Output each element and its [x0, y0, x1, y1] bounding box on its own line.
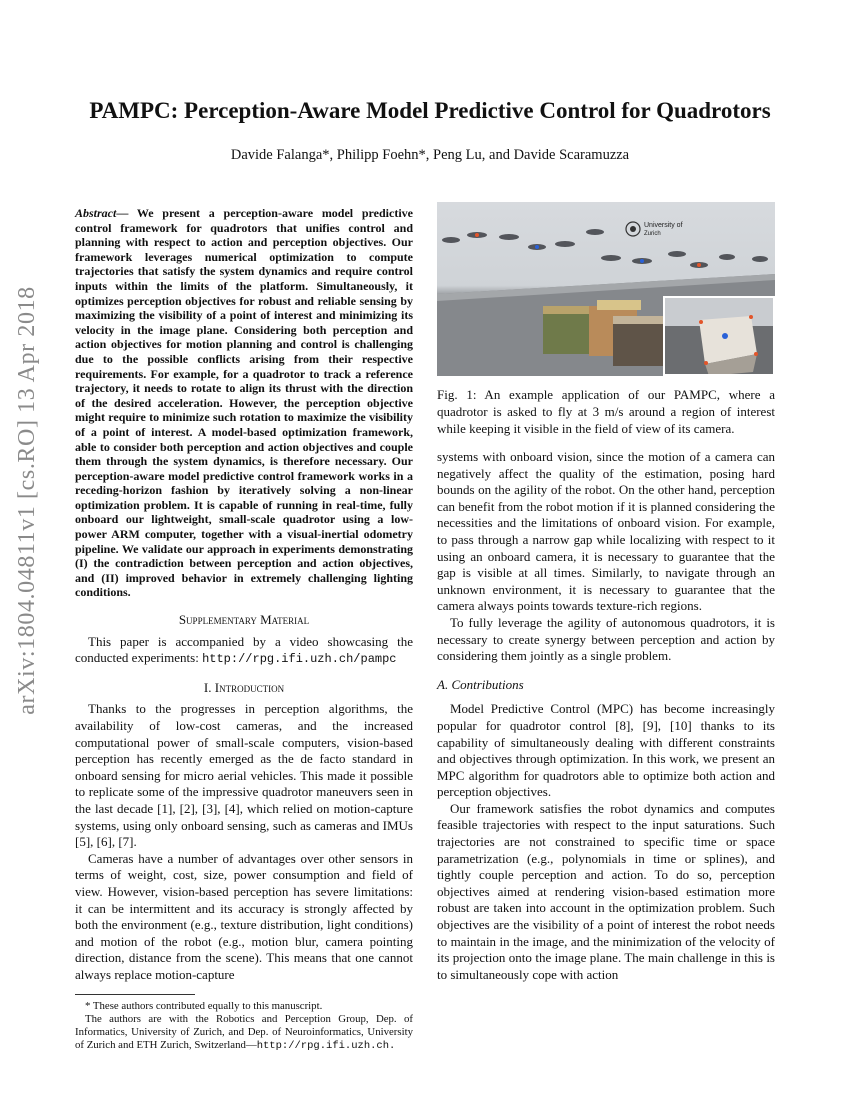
contributions-paragraph-1: Model Predictive Control (MPC) has become increasingly popular for quadrotor control [8], [9], [10] thanks to its capability of simultaneously dealing with different constraints and objectives through optimization. In this work, we present an MPC algorithm for quadrotors able to optimize both action and perception objectives. [437, 701, 775, 800]
intro-paragraph-1: Thanks to the progresses in perception algorithms, the availability of low-cost cameras, and the increased computational power of small-scale computers, vision-based perception has recently emerged as the de facto standard in onboard sensing for micro aerial vehicles. This made it possible to replicate some of the impressive quadrotor maneuvers seen in the last decade [1], [2], [3], [4], which relied on motion-capture systems, using only onboard sensing, such as cameras and IMUs [5], [6], [7]. [75, 701, 413, 850]
abstract-lead: Abstract [75, 206, 117, 220]
intro-paragraph-2: Cameras have a number of advantages over other sensors in terms of weight, cost, size, power consumption and field of view. However, vision-based perception has severe limitations: it can be intermittent and its accuracy is strongly affected by both the environment (e.g., texture distribution, light conditions) and motion of the robot (e.g., motion blur, camera pointing direction, distance from the scene). This means that one cannot always replace motion-capture [75, 850, 413, 982]
footnote-url-link[interactable]: http://rpg.ifi.uzh.ch. [256, 1039, 396, 1052]
footnote-affiliation [75, 1013, 413, 1053]
right-paragraph-1: systems with onboard vision, since the motion of a camera can negatively affect the quality of the estimation, posing hard bounds on the agility of the robot. On the other hand, perception can benefit from the robot motion if it is planned considering the necessities and the limitations of onboard vision. For example, to pass through a narrow gap while localizing with respect to it using an onboard camera, it is necessary to guarantee that the gap is visible at all times. Similarly, to navigate through an unknown environment, it is necessary to guarantee that the camera always points towards texture-rich regions. [437, 449, 775, 614]
left-column [75, 206, 413, 1053]
abstract [75, 206, 413, 600]
introduction-heading: I. Introduction [203, 679, 285, 695]
footnote-divider [75, 994, 195, 995]
paper-title: PAMPC: Perception-Aware Model Predictive Control for Quadrotors [89, 98, 771, 123]
author-list: Davide Falanga*, Philipp Foehn*, Peng Lu, and Davide Scaramuzza [230, 147, 630, 163]
logo-text-line2: Zurich [644, 231, 661, 237]
supplementary-heading: Supplementary Material [178, 612, 310, 628]
figure-1-caption: Fig. 1: An example application of our PAMPC, where a quadrotor is asked to fly at 3 m/s around a region of interest while keeping it visible in the field of view of its camera. [437, 387, 775, 436]
contributions-heading: A. Contributions [437, 676, 524, 692]
supplementary-url-link[interactable]: http://rpg.ifi.uzh.ch/pampc [202, 652, 397, 667]
abstract-text: — We present a perception-aware model predictive control framework for quadrotors that unifies control and planning with respect to action and perception objectives. Our framework leverages numerical optimization to compute trajectories that satisfy the system dynamics and require control inputs within the limits of the platform. Simultaneously, it optimizes perception objectives for robust and reliable sensing by maximizing the visibility of a point of interest and minimizing its velocity in the image plane. Considering both perception and action objectives for motion planning and control is challenging due to the possible conflicts arising from their respective requirements. For example, for a quadrotor to track a reference trajectory, it needs to rotate to align its thrust with the direction of the desired acceleration. However, the perception objective might require to minimize such rotation to maximize the visibility of a point of interest. A model-based optimization framework, able to consider both perception and action objectives and couple them through the system dynamics, is therefore necessary. Our perception-aware model predictive control framework works in a receding-horizon fashion by iteratively solving a non-linear optimization problem. It is capable of running in real-time, fully onboard our lightweight, small-scale quadrotor using a low-power ARM computer, together with a visual-inertial odometry pipeline. We validate our approach in experiments demonstrating (I) the contradiction between perception and action objectives, and (II) improved behavior in extremely challenging lighting conditions. [75, 206, 413, 600]
arxiv-sidebar-stamp [2, 285, 52, 715]
footnote-equal-contribution: * These authors contributed equally to this manuscript. [85, 999, 323, 1012]
onboard-view-illustration [665, 298, 775, 376]
right-paragraph-2: To fully leverage the agility of autonomous quadrotors, it is necessary to create synergy between perception and action by considering them jointly as a single problem. [437, 614, 775, 664]
figure-1 [437, 202, 775, 376]
quadrotor-trail [442, 229, 768, 268]
supplementary-paragraph [75, 634, 413, 668]
footnote-affiliation-text: The authors are with the Robotics and Perception Group, Dep. of Informatics, University of Zurich, and Dep. of Neuroinformatics, University of Zurich and ETH Zurich, Switzerland— [75, 1012, 413, 1051]
footnotes [75, 1000, 413, 1053]
supplementary-text: This paper is accompanied by a video showcasing the conducted experiments: [75, 633, 413, 666]
university-logo [626, 222, 683, 237]
arxiv-identifier: arXiv:1804.04811v1 [cs.RO] 13 Apr 2018 [13, 285, 40, 715]
onboard-camera-inset [663, 296, 775, 376]
logo-text-line1: University of [644, 222, 683, 229]
right-column [437, 202, 775, 983]
contributions-paragraph-2: Our framework satisfies the robot dynamics and computes feasible trajectories with respect to the input saturations. Such trajectories are not constrained to specific time or space parametrization (e.g., polynomials in time or splines), and tightly couple perception and action. To do so, perception objectives aimed at rendering vision-based estimation more robust are taken into account in the optimization problem. Such objectives are the visibility of a point of interest the robot needs to maintain in the image, and the minimization of the velocity of its projection onto the image plane. The main challenge in this is to simultaneously cope with action [437, 800, 775, 982]
